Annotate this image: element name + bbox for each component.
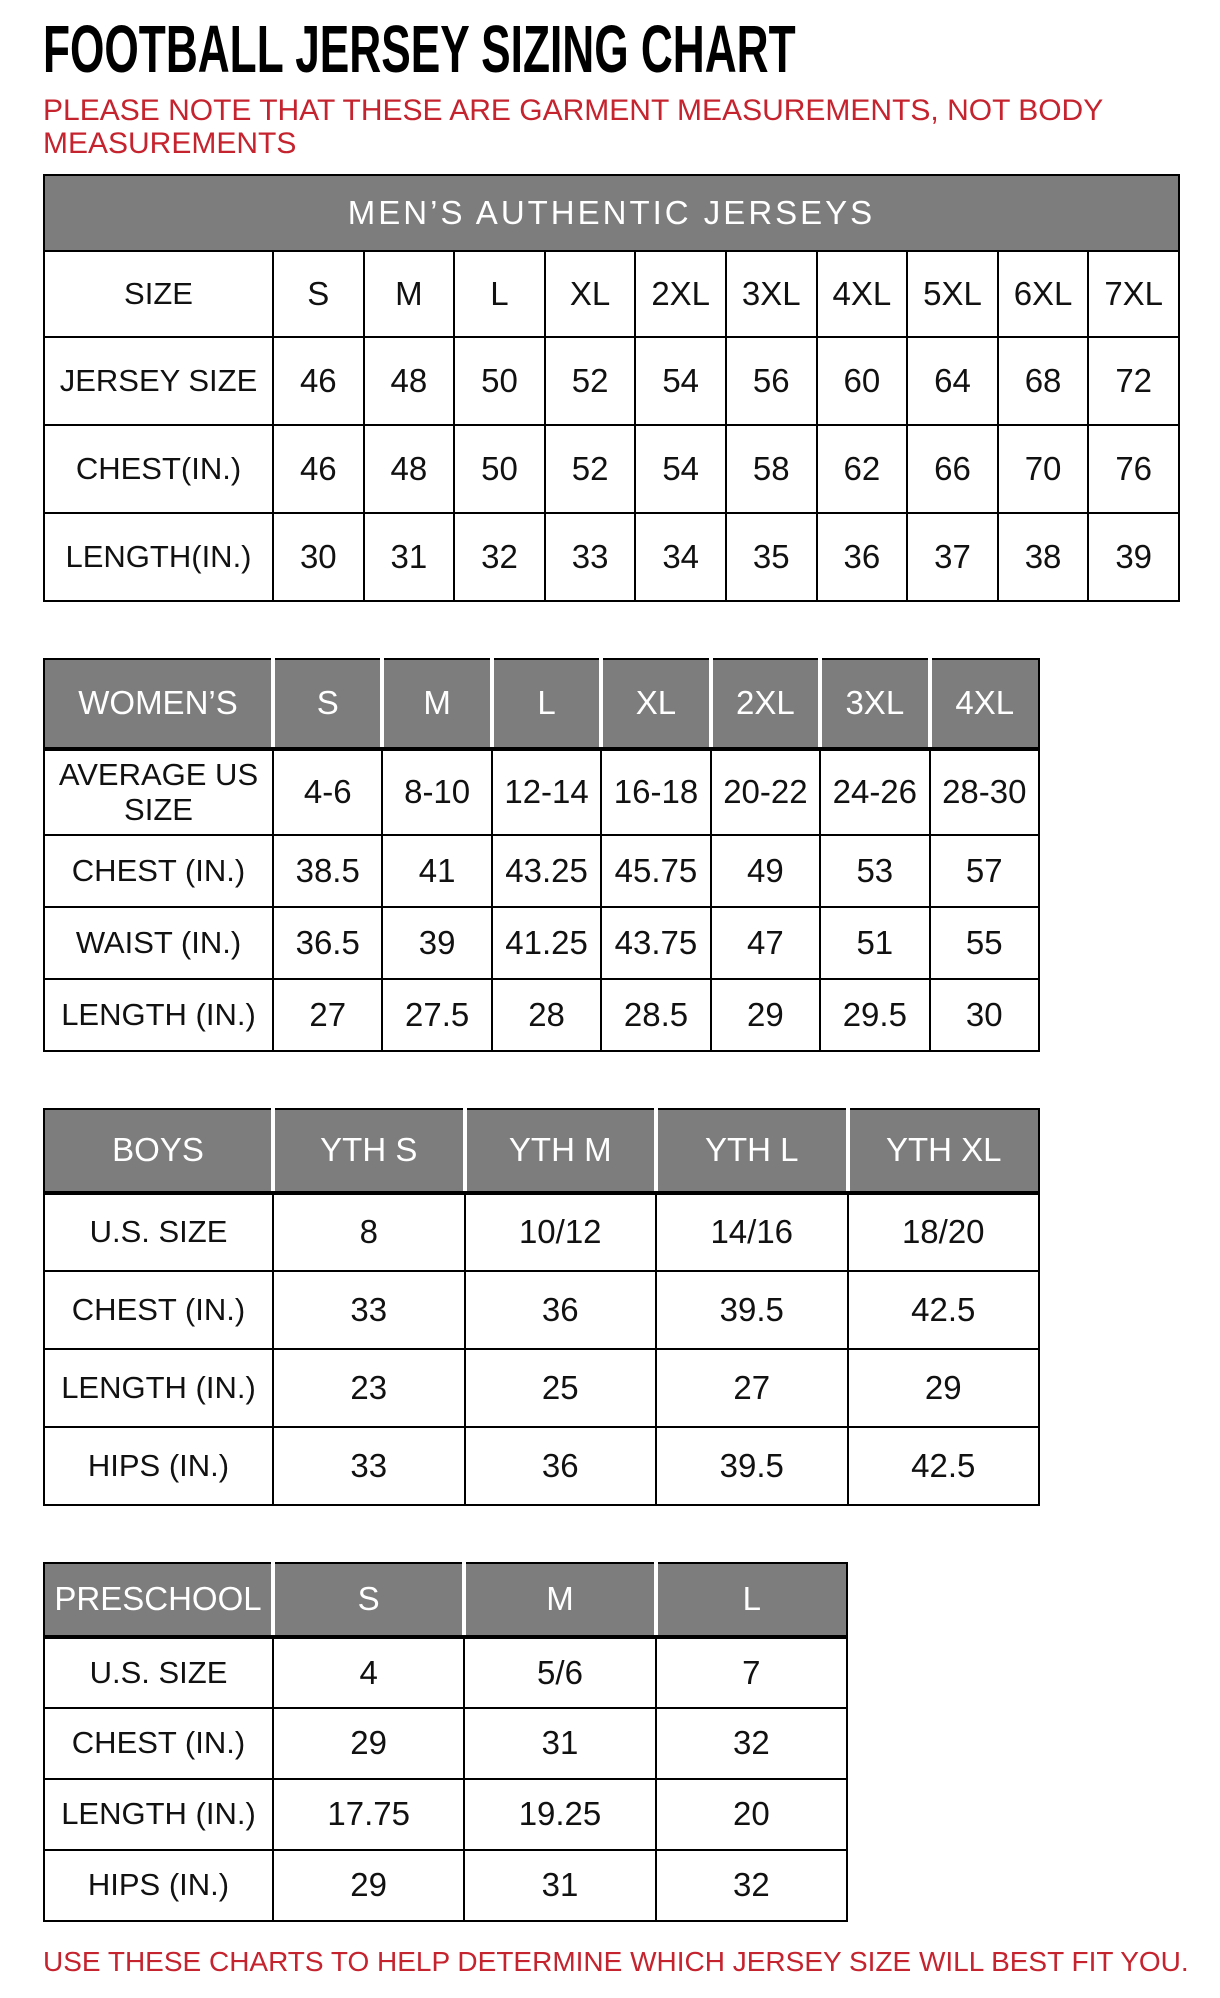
column-header: S xyxy=(273,659,382,749)
value-cell: 60 xyxy=(817,337,908,425)
value-cell: 55 xyxy=(930,907,1039,979)
value-cell: 29 xyxy=(848,1349,1040,1427)
value-cell: 43.75 xyxy=(601,907,710,979)
value-cell: 12-14 xyxy=(492,749,601,835)
row-label: CHEST (IN.) xyxy=(44,1708,273,1779)
value-cell: 31 xyxy=(364,513,455,601)
value-cell: 72 xyxy=(1088,337,1179,425)
value-cell: 36 xyxy=(465,1427,657,1505)
value-cell: 29 xyxy=(711,979,820,1051)
pre-table xyxy=(43,1562,848,1922)
womens-table xyxy=(43,658,1040,1052)
value-cell: 41 xyxy=(382,835,491,907)
column-header: YTH M xyxy=(465,1109,657,1193)
value-cell: 49 xyxy=(711,835,820,907)
column-header: XL xyxy=(601,659,710,749)
column-header: 6XL xyxy=(998,251,1089,337)
value-cell: 62 xyxy=(817,425,908,513)
table-row xyxy=(44,425,1179,513)
value-cell: 28-30 xyxy=(930,749,1039,835)
column-header: L xyxy=(656,1563,847,1637)
column-header: L xyxy=(492,659,601,749)
value-cell: 30 xyxy=(930,979,1039,1051)
value-cell: 25 xyxy=(465,1349,657,1427)
column-header: 5XL xyxy=(907,251,998,337)
value-cell: 48 xyxy=(364,425,455,513)
column-header: YTH S xyxy=(273,1109,465,1193)
value-cell: 10/12 xyxy=(465,1193,657,1271)
value-cell: 42.5 xyxy=(848,1427,1040,1505)
value-cell: 52 xyxy=(545,425,636,513)
table-row xyxy=(44,337,1179,425)
sizing-tables xyxy=(43,174,1190,1922)
value-cell: 66 xyxy=(907,425,998,513)
value-cell: 39 xyxy=(1088,513,1179,601)
row-label: WAIST (IN.) xyxy=(44,907,273,979)
value-cell: 36 xyxy=(465,1271,657,1349)
value-cell: 33 xyxy=(273,1427,465,1505)
value-cell: 54 xyxy=(635,425,726,513)
column-header: M xyxy=(364,251,455,337)
value-cell: 20 xyxy=(656,1779,847,1850)
row-label: CHEST (IN.) xyxy=(44,1271,273,1349)
header-row xyxy=(44,251,1179,337)
value-cell: 32 xyxy=(656,1708,847,1779)
column-header: WOMEN’S xyxy=(44,659,273,749)
row-label: U.S. SIZE xyxy=(44,1193,273,1271)
table-row xyxy=(44,1708,847,1779)
value-cell: 76 xyxy=(1088,425,1179,513)
value-cell: 39.5 xyxy=(656,1427,848,1505)
value-cell: 4 xyxy=(273,1637,464,1708)
table-caption: MEN’S AUTHENTIC JERSEYS xyxy=(44,175,1179,251)
value-cell: 16-18 xyxy=(601,749,710,835)
column-header: S xyxy=(273,251,364,337)
value-cell: 27 xyxy=(273,979,382,1051)
value-cell: 24-26 xyxy=(820,749,929,835)
value-cell: 4-6 xyxy=(273,749,382,835)
value-cell: 32 xyxy=(656,1850,847,1921)
row-label: LENGTH(IN.) xyxy=(44,513,273,601)
value-cell: 18/20 xyxy=(848,1193,1040,1271)
table-row xyxy=(44,1850,847,1921)
caption-row xyxy=(44,175,1179,251)
value-cell: 41.25 xyxy=(492,907,601,979)
table-row xyxy=(44,1637,847,1708)
value-cell: 31 xyxy=(464,1850,655,1921)
row-label: LENGTH (IN.) xyxy=(44,1349,273,1427)
value-cell: 29 xyxy=(273,1850,464,1921)
value-cell: 64 xyxy=(907,337,998,425)
column-header: 4XL xyxy=(930,659,1039,749)
row-label: AVERAGE US SIZE xyxy=(44,749,273,835)
value-cell: 43.25 xyxy=(492,835,601,907)
garment-note: PLEASE NOTE THAT THESE ARE GARMENT MEASUREMENTS, NOT BODY MEASUREMENTS xyxy=(43,94,1103,161)
row-label: LENGTH (IN.) xyxy=(44,1779,273,1850)
table-row xyxy=(44,1427,1039,1505)
value-cell: 46 xyxy=(273,337,364,425)
column-header: M xyxy=(382,659,491,749)
table-row xyxy=(44,1193,1039,1271)
value-cell: 32 xyxy=(454,513,545,601)
value-cell: 58 xyxy=(726,425,817,513)
row-label: JERSEY SIZE xyxy=(44,337,273,425)
value-cell: 28.5 xyxy=(601,979,710,1051)
value-cell: 53 xyxy=(820,835,929,907)
column-header: BOYS xyxy=(44,1109,273,1193)
column-header: M xyxy=(464,1563,655,1637)
value-cell: 50 xyxy=(454,337,545,425)
header-row xyxy=(44,1563,847,1637)
value-cell: 38.5 xyxy=(273,835,382,907)
row-label: CHEST(IN.) xyxy=(44,425,273,513)
value-cell: 48 xyxy=(364,337,455,425)
column-header: 2XL xyxy=(711,659,820,749)
value-cell: 54 xyxy=(635,337,726,425)
value-cell: 35 xyxy=(726,513,817,601)
value-cell: 29 xyxy=(273,1708,464,1779)
value-cell: 33 xyxy=(273,1271,465,1349)
row-label: HIPS (IN.) xyxy=(44,1427,273,1505)
row-label: U.S. SIZE xyxy=(44,1637,273,1708)
column-header: YTH L xyxy=(656,1109,848,1193)
value-cell: 34 xyxy=(635,513,726,601)
value-cell: 45.75 xyxy=(601,835,710,907)
value-cell: 37 xyxy=(907,513,998,601)
value-cell: 17.75 xyxy=(273,1779,464,1850)
row-label: HIPS (IN.) xyxy=(44,1850,273,1921)
value-cell: 8-10 xyxy=(382,749,491,835)
boys-table xyxy=(43,1108,1040,1506)
value-cell: 19.25 xyxy=(464,1779,655,1850)
column-header: 3XL xyxy=(726,251,817,337)
value-cell: 70 xyxy=(998,425,1089,513)
table-row xyxy=(44,513,1179,601)
column-header: 7XL xyxy=(1088,251,1179,337)
table-row xyxy=(44,835,1039,907)
value-cell: 51 xyxy=(820,907,929,979)
table-row xyxy=(44,749,1039,835)
column-header: 4XL xyxy=(817,251,908,337)
value-cell: 50 xyxy=(454,425,545,513)
value-cell: 36.5 xyxy=(273,907,382,979)
value-cell: 46 xyxy=(273,425,364,513)
value-cell: 8 xyxy=(273,1193,465,1271)
header-row xyxy=(44,1109,1039,1193)
table-row xyxy=(44,1779,847,1850)
value-cell: 30 xyxy=(273,513,364,601)
column-header: 2XL xyxy=(635,251,726,337)
value-cell: 36 xyxy=(817,513,908,601)
value-cell: 68 xyxy=(998,337,1089,425)
value-cell: 31 xyxy=(464,1708,655,1779)
value-cell: 28 xyxy=(492,979,601,1051)
table-row xyxy=(44,1349,1039,1427)
row-label: CHEST (IN.) xyxy=(44,835,273,907)
page-title: FOOTBALL JERSEY SIZING CHART xyxy=(43,12,796,87)
mens-table xyxy=(43,174,1180,602)
value-cell: 23 xyxy=(273,1349,465,1427)
value-cell: 52 xyxy=(545,337,636,425)
row-label: LENGTH (IN.) xyxy=(44,979,273,1051)
value-cell: 27.5 xyxy=(382,979,491,1051)
column-header: SIZE xyxy=(44,251,273,337)
value-cell: 56 xyxy=(726,337,817,425)
table-row xyxy=(44,907,1039,979)
value-cell: 27 xyxy=(656,1349,848,1427)
column-header: YTH XL xyxy=(848,1109,1040,1193)
value-cell: 42.5 xyxy=(848,1271,1040,1349)
column-header: L xyxy=(454,251,545,337)
column-header: S xyxy=(273,1563,464,1637)
value-cell: 38 xyxy=(998,513,1089,601)
fit-advice-note: USE THESE CHARTS TO HELP DETERMINE WHICH JERSEY SIZE WILL BEST FIT YOU. xyxy=(43,1946,1189,1978)
value-cell: 47 xyxy=(711,907,820,979)
value-cell: 14/16 xyxy=(656,1193,848,1271)
column-header: PRESCHOOL xyxy=(44,1563,273,1637)
value-cell: 29.5 xyxy=(820,979,929,1051)
value-cell: 7 xyxy=(656,1637,847,1708)
value-cell: 33 xyxy=(545,513,636,601)
value-cell: 39 xyxy=(382,907,491,979)
value-cell: 5/6 xyxy=(464,1637,655,1708)
column-header: XL xyxy=(545,251,636,337)
header-row xyxy=(44,659,1039,749)
column-header: 3XL xyxy=(820,659,929,749)
value-cell: 57 xyxy=(930,835,1039,907)
value-cell: 39.5 xyxy=(656,1271,848,1349)
table-row xyxy=(44,1271,1039,1349)
table-row xyxy=(44,979,1039,1051)
value-cell: 20-22 xyxy=(711,749,820,835)
